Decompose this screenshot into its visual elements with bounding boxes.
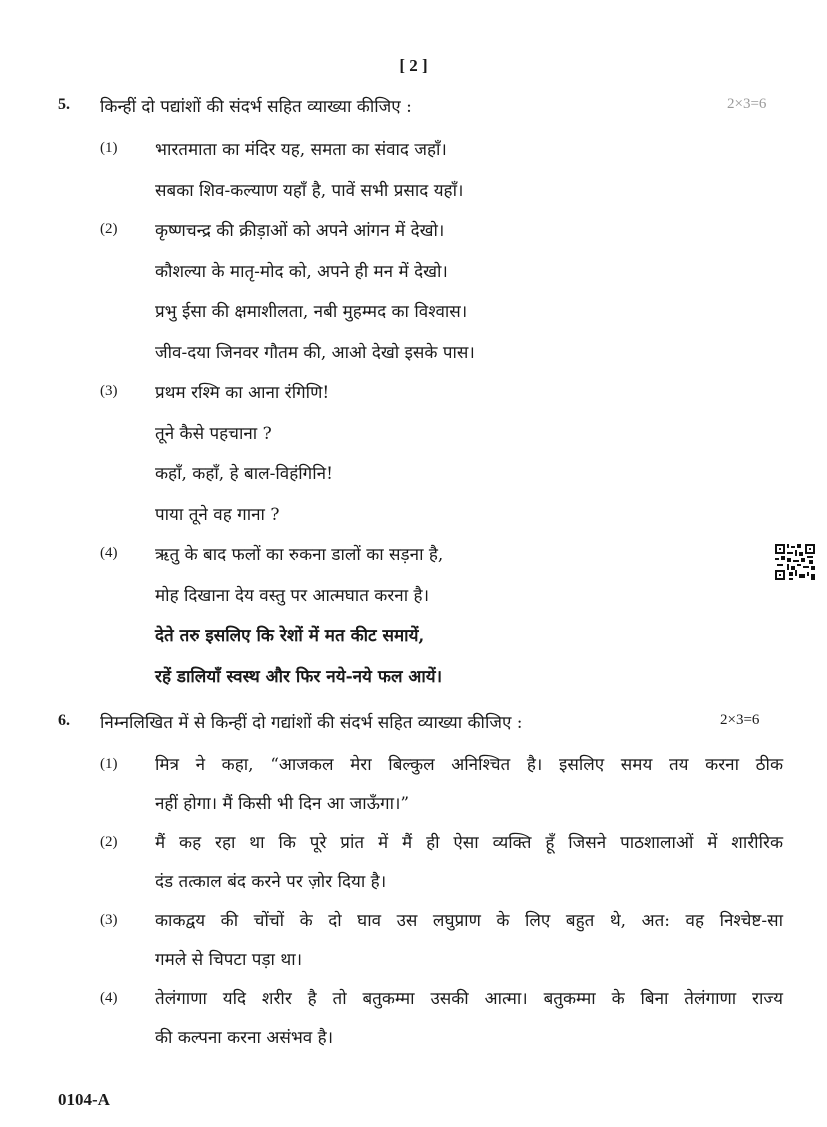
q6-item-1-number: (1) [100,756,118,772]
q5-item-4 [0,535,827,697]
q6-item-2 [0,824,827,902]
q6-item-3-line-2: गमले से चिपटा पड़ा था। [155,950,303,970]
q5-item-1-line-2: सबका शिव-कल्याण यहाँ है, पावें सभी प्रसाद यहाँ। [155,180,464,201]
q5-item-3-number: (3) [100,383,118,399]
q5-item-3-line-3: कहाँ, कहाँ, हे बाल-विहंगिनि! [155,464,333,484]
qr-code-icon [775,544,815,580]
q6-item-2-line-2: दंड तत्काल बंद करने पर ज़ोर दिया है। [155,872,387,892]
q6-item-1 [0,746,827,824]
q5-item-3-line-4: पाया तूने वह गाना ? [155,504,280,525]
q5-item-1-line-1: भारतमाता का मंदिर यह, समता का संवाद जहाँ। [155,140,447,160]
q5-item-2-line-1: कृष्णचन्द्र की क्रीड़ाओं को अपने आंगन में देखो। [155,221,445,241]
q5-item-2-line-4: जीव-दया जिनवर गौतम की, आओ देखो इसके पास। [155,342,475,363]
q5-item-3-line-2: तूने कैसे पहचाना ? [155,423,272,444]
q5-item-4-line-1: ऋतु के बाद फलों का रुकना डालों का सड़ना है, [155,545,444,565]
q5-item-3 [0,373,827,535]
question-5-marks: 2×3=6 [727,96,767,112]
question-6-header [0,708,827,742]
q6-item-4 [0,980,827,1058]
q5-item-2 [0,211,827,373]
q6-item-4-line-1: तेलंगाणा यदि शरीर है तो बतुकम्मा उसकी आत्मा। बतुकम्मा के बिना तेलंगाणा राज्य [155,989,783,1009]
question-5-number: 5. [58,96,70,113]
q6-item-1-line-1: मित्र ने कहा, “आजकल मेरा बिल्कुल अनिश्चित है। इसलिए समय तय करना ठीक [155,755,783,775]
q6-item-1-line-2: नहीं होगा। मैं किसी भी दिन आ जाऊँगा।” [155,794,410,814]
q5-item-4-line-2: मोह दिखाना देय वस्तु पर आत्मघात करना है। [155,585,430,606]
q6-item-3-line-1: काकद्वय की चोंचों के दो घाव उस लघुप्राण के लिए बहुत थे, अत: वह निश्चेष्ट-सा [155,911,783,931]
q6-item-3 [0,902,827,980]
q5-item-4-number: (4) [100,545,118,561]
question-5-header [0,92,827,126]
q6-item-2-number: (2) [100,834,118,850]
page-number: [ 2 ] [399,56,428,75]
q5-item-2-number: (2) [100,221,118,237]
question-6-number: 6. [58,712,70,729]
q5-item-4-line-3: देते तरु इसलिए कि रेशों में मत कीट समायें, [155,626,425,646]
question-5-instruction: किन्हीं दो पद्यांशों की संदर्भ सहित व्याख्या कीजिए : [100,97,412,117]
q5-item-4-line-4: रहें डालियाँ स्वस्थ और फिर नये-नये फल आयें। [155,666,443,687]
paper-code: 0104-A [58,1090,110,1109]
q5-item-1-number: (1) [100,140,118,156]
question-6-marks: 2×3=6 [720,712,760,728]
question-5 [0,92,827,697]
question-6 [0,708,827,1058]
q5-item-3-line-1: प्रथम रश्मि का आना रंगिणि! [155,383,330,403]
q5-item-2-line-2: कौशल्या के मातृ-मोद को, अपने ही मन में देखो। [155,261,448,282]
q5-item-2-line-3: प्रभु ईसा की क्षमाशीलता, नबी मुहम्मद का विश्वास। [155,302,468,322]
q6-item-3-number: (3) [100,912,118,928]
q6-item-4-line-2: की कल्पना करना असंभव है। [155,1028,334,1048]
q5-item-1 [0,130,827,211]
q6-item-4-number: (4) [100,990,118,1006]
q6-item-2-line-1: मैं कह रहा था कि पूरे प्रांत में मैं ही ऐसा व्यक्ति हूँ जिसने पाठशालाओं में शारीरिक [155,833,783,853]
question-6-instruction: निम्नलिखित में से किन्हीं दो गद्यांशों की संदर्भ सहित व्याख्या कीजिए : [100,713,523,733]
